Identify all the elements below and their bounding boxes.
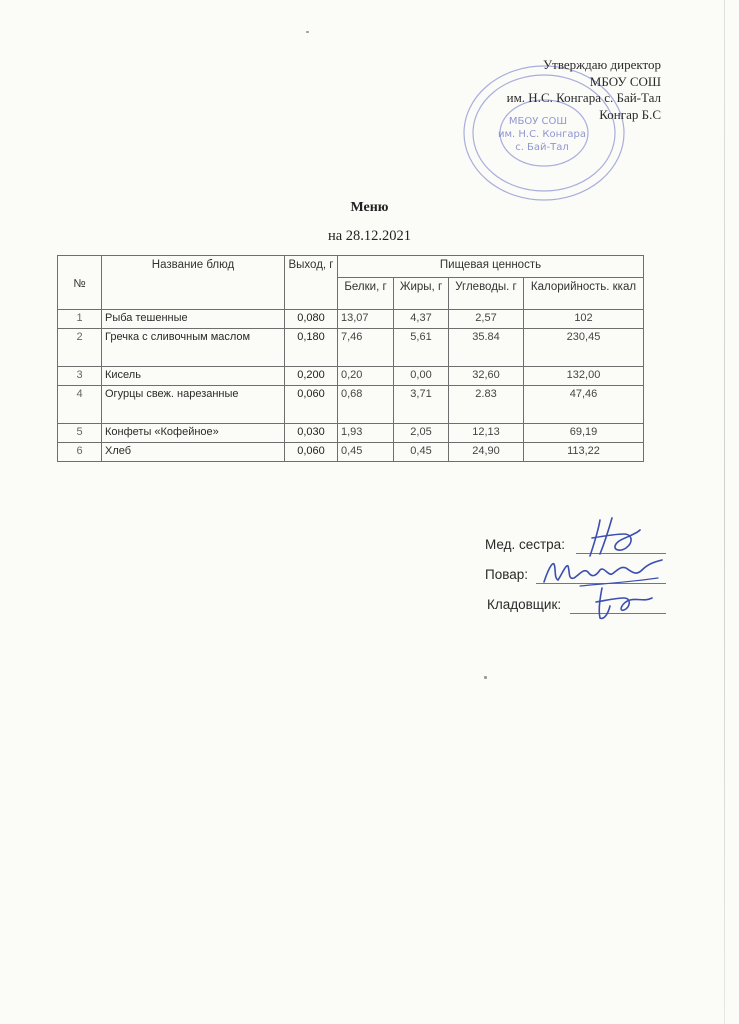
row-carbs: 35.84 [449, 329, 524, 367]
table-row [58, 310, 644, 329]
row-dish: Огурцы свеж. нарезанные [102, 386, 285, 424]
document-title: Меню [350, 200, 389, 215]
nurse-label: Мед. сестра: [485, 537, 565, 552]
row-yield: 0,200 [285, 367, 338, 386]
row-yield: 0,060 [285, 386, 338, 424]
row-protein: 7,46 [338, 329, 394, 367]
row-number: 3 [58, 367, 102, 386]
row-dish: Конфеты «Кофейное» [102, 424, 285, 443]
row-protein: 13,07 [338, 310, 394, 329]
row-fat: 5,61 [394, 329, 449, 367]
header-fat: Жиры, г [394, 278, 449, 310]
row-kcal: 230,45 [524, 329, 644, 367]
row-kcal: 47,46 [524, 386, 644, 424]
stamp-line1: МБОУ СОШ [508, 116, 568, 127]
table-row [58, 386, 644, 424]
approval-line3: им. Н.С. Конгара с. Бай-Тал [506, 90, 661, 105]
row-protein: 0,20 [338, 367, 394, 386]
cook-signature [540, 552, 665, 592]
menu-table [57, 255, 644, 462]
row-fat: 2,05 [394, 424, 449, 443]
row-protein: 1,93 [338, 424, 394, 443]
approval-line4: Конгар Б.С [599, 106, 661, 122]
row-number: 1 [58, 310, 102, 329]
table-row [58, 329, 644, 367]
row-carbs: 12,13 [449, 424, 524, 443]
row-dish: Кисель [102, 367, 285, 386]
row-yield: 0,080 [285, 310, 338, 329]
row-yield: 0,030 [285, 424, 338, 443]
row-yield: 0,180 [285, 329, 338, 367]
row-dish: Рыба тешенные [102, 310, 285, 329]
row-carbs: 2,57 [449, 310, 524, 329]
header-protein: Белки, г [338, 278, 394, 310]
row-dish: Хлеб [102, 443, 285, 462]
table-row [58, 443, 644, 462]
row-protein: 0,45 [338, 443, 394, 462]
header-carbs: Углеводы. г [449, 278, 524, 310]
approval-block [507, 57, 661, 123]
row-number: 4 [58, 386, 102, 424]
header-calories: Калорийность. ккал [524, 278, 644, 310]
row-kcal: 102 [524, 310, 644, 329]
row-protein: 0,68 [338, 386, 394, 424]
table-row [58, 367, 644, 386]
row-carbs: 24,90 [449, 443, 524, 462]
row-fat: 3,71 [394, 386, 449, 424]
row-fat: 0,45 [394, 443, 449, 462]
stamp-line3: с. Бай-Тал [515, 142, 569, 153]
header-number: № [58, 256, 102, 310]
table-row [58, 424, 644, 443]
row-fat: 4,37 [394, 310, 449, 329]
row-carbs: 32,60 [449, 367, 524, 386]
row-dish: Гречка с сливочным маслом [102, 329, 285, 367]
row-kcal: 113,22 [524, 443, 644, 462]
cook-label: Повар: [485, 567, 528, 582]
row-number: 6 [58, 443, 102, 462]
scan-speck [484, 676, 487, 679]
page-edge [724, 0, 725, 1024]
cook-signature-line [536, 583, 666, 584]
storekeeper-signature-line [570, 613, 666, 614]
header-nutrition-group: Пищевая ценность [338, 256, 644, 278]
row-kcal: 69,19 [524, 424, 644, 443]
nurse-signature [582, 512, 642, 562]
row-carbs: 2.83 [449, 386, 524, 424]
storekeeper-label: Кладовщик: [487, 597, 562, 612]
header-yield: Выход, г [285, 256, 338, 310]
header-dish-name: Название блюд [102, 256, 285, 310]
row-number: 5 [58, 424, 102, 443]
approval-line2: МБОУ СОШ [589, 73, 661, 89]
row-number: 2 [58, 329, 102, 367]
nurse-signature-line [576, 553, 666, 554]
row-kcal: 132,00 [524, 367, 644, 386]
approval-line1: Утверждаю директор [542, 57, 661, 72]
row-yield: 0,060 [285, 443, 338, 462]
document-date: на 28.12.2021 [327, 228, 412, 244]
row-fat: 0,00 [394, 367, 449, 386]
scan-speck [306, 31, 309, 33]
stamp-line2: им. Н.С. Конгара [497, 129, 587, 140]
storekeeper-signature [586, 584, 656, 624]
